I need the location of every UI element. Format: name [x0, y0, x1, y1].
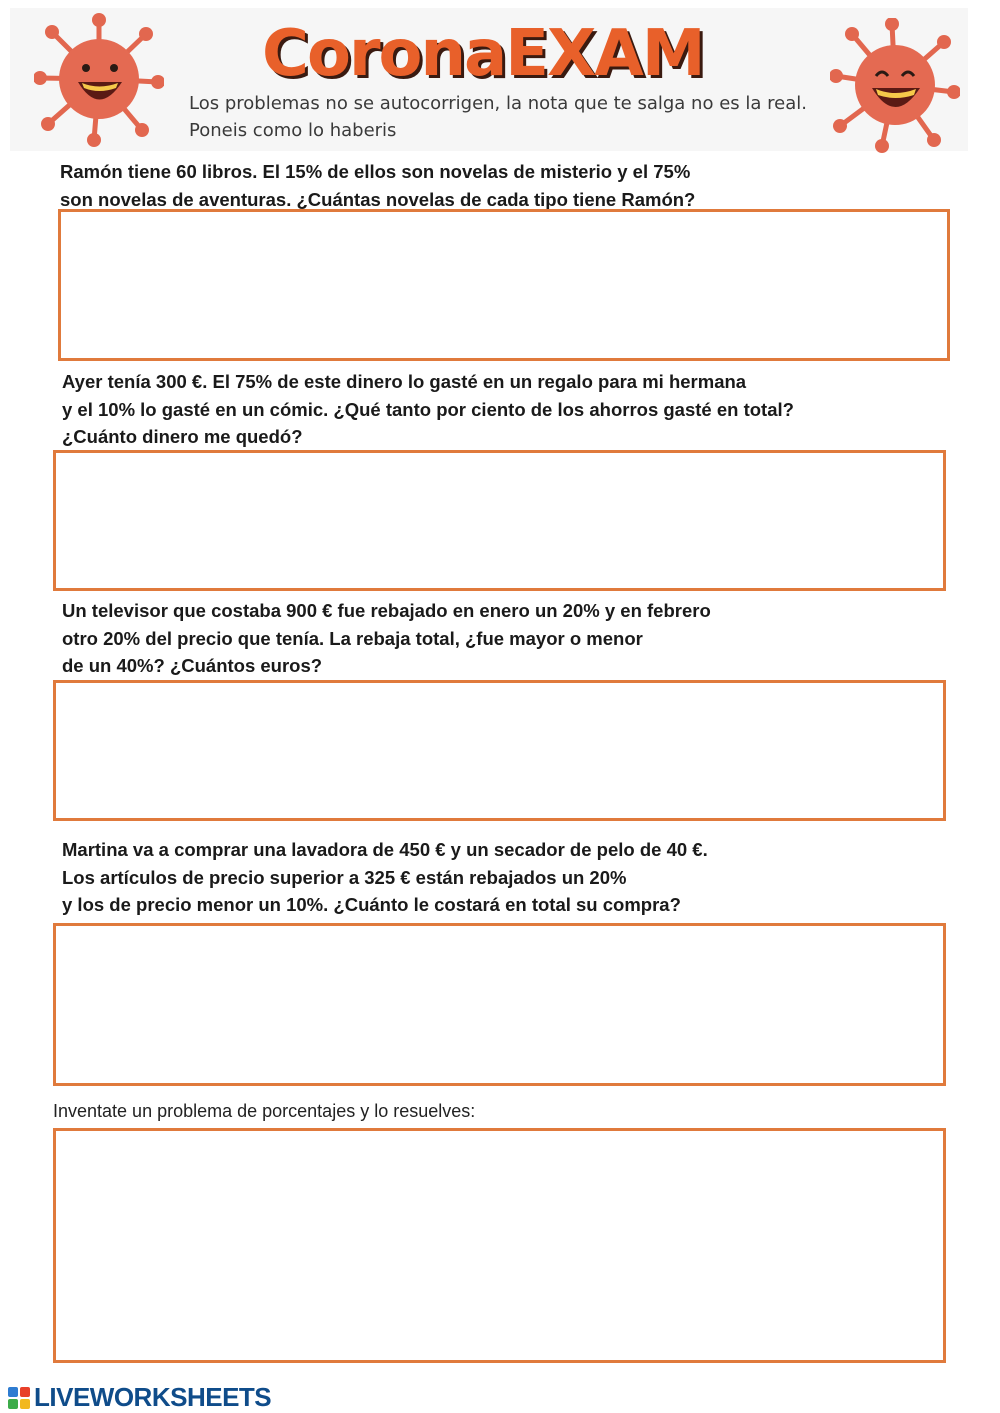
- answer-box-2[interactable]: [53, 450, 946, 591]
- question-3: [62, 597, 711, 680]
- question-line: y los de precio menor un 10%. ¿Cuánto le costará en total su compra?: [62, 894, 681, 915]
- answer-box-4[interactable]: [53, 923, 946, 1086]
- question-4: [62, 836, 708, 919]
- instructions-line-2: Poneis como lo haberis: [189, 120, 397, 141]
- question-line: ¿Cuánto dinero me quedó?: [62, 426, 303, 447]
- liveworksheets-logo-icon: [8, 1387, 30, 1409]
- question-line: Los artículos de precio superior a 325 € están rebajados un 20%: [62, 866, 627, 888]
- invent-problem-prompt: Inventate un problema de porcentajes y lo resuelves:: [53, 1101, 476, 1121]
- question-line: son novelas de aventuras. ¿Cuántas novelas de cada tipo tiene Ramón?: [60, 188, 696, 210]
- answer-box-5[interactable]: [53, 1128, 946, 1363]
- virus-cartoon-icon: [34, 12, 164, 147]
- question-2: [62, 368, 794, 451]
- instructions-line-1: Los problemas no se autocorrigen, la nota que te salga no es la real.: [189, 93, 807, 114]
- question-line: y el 10% lo gasté en un cómic. ¿Qué tanto por ciento de los ahorros gasté en total?: [62, 398, 794, 420]
- footer: [8, 1382, 271, 1413]
- question-line: Ayer tenía 300 €. El 75% de este dinero lo gasté en un regalo para mi hermana: [62, 371, 747, 392]
- page-title: CoronaEXAM: [262, 17, 704, 91]
- question-line: Un televisor que costaba 900 € fue rebajado en enero un 20% y en febrero: [62, 600, 711, 621]
- question-line: Ramón tiene 60 libros. El 15% de ellos son novelas de misterio y el 75%: [60, 161, 691, 182]
- question-1: [60, 158, 695, 213]
- virus-cartoon-icon: [830, 18, 960, 153]
- question-line: otro 20% del precio que tenía. La rebaja total, ¿fue mayor o menor: [62, 627, 643, 649]
- answer-box-1[interactable]: [58, 209, 950, 361]
- question-line: Martina va a comprar una lavadora de 450 € y un secador de pelo de 40 €.: [62, 839, 708, 860]
- answer-box-3[interactable]: [53, 680, 946, 821]
- question-line: de un 40%? ¿Cuántos euros?: [62, 655, 323, 676]
- footer-brand: LIVEWORKSHEETS: [34, 1382, 272, 1412]
